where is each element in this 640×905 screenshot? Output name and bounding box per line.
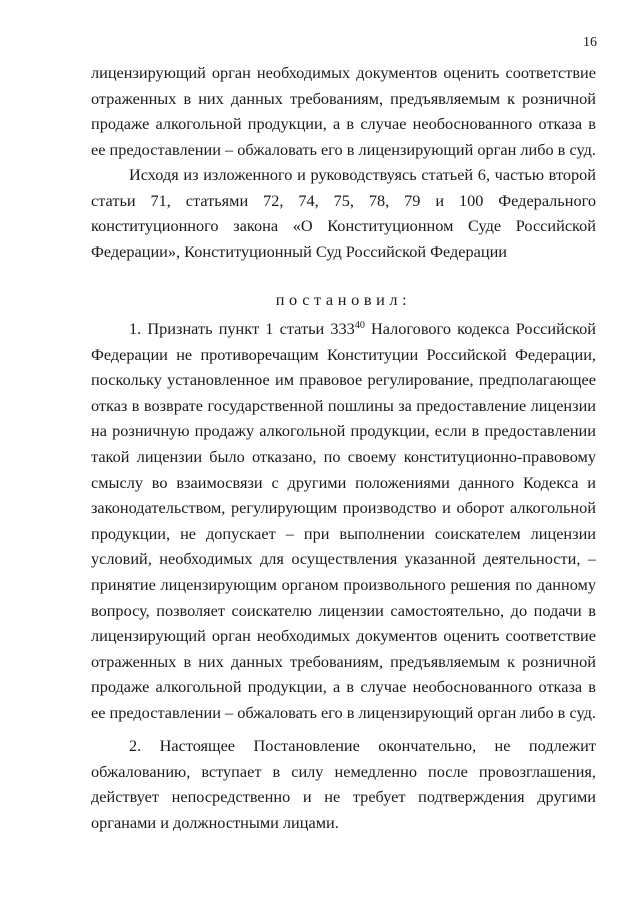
paragraph-text: 2. Настоящее Постановление окончательно, не подлежит обжалованию, вступает в силу немедленно после провозглашения, действует непосредственно и не требует подтверждения другими органами и должностными лицами. [91,736,596,832]
resolution-heading [91,287,596,313]
paragraph-grounds [91,162,596,264]
article-superscript: 40 [354,320,365,331]
paragraph-text-end: Налогового кодекса Российской Федерации не противоречащим Конституции Российской Федерации, поскольку установленное им правовое регулирование, предполагающее отказ в возврате государственной пошлины за предоставление лицензии на розничную продажу алкогольной продукции, если в предоставлении такой лицензии было отказано, по своему конституционно-правовому смыслу во взаимосвязи с другими положениями данного Кодекса и законодательством, регулирующим производство и оборот алкогольной продукции, не допускает – при выполнении соискателем лицензии условий, необходимых для осуществления указанной деятельности, – принятие лицензирующим органом произвольного решения по данному вопросу, позволяет соискателю лицензии самостоятельно, до подачи в лицензирующий орган необходимых документов оценить соответствие отраженных в них данных требованиям, предъявляемым к розничной продаже алкогольной продукции, а в случае необоснованного отказа в ее предоставлении – обжаловать его в лицензирующий орган либо в суд. [91,319,597,722]
paragraph-text: Исходя из изложенного и руководствуясь статьей 6, частью второй статьи 71, статьями 72, 74, 75, 78, 79 и 100 Федерального конституционного закона «О Конституционном Суде Российской Федерации», Конституционный Суд Российской Федерации [91,165,596,261]
paragraph-text: лицензирующий орган необходимых документов оценить соответствие отраженных в них данных требованиям, предъявляемым к розничной продаже алкогольной продукции, а в случае необоснованного отказа в ее предоставлении – обжаловать его в лицензирующий орган либо в суд. [91,63,596,159]
paragraph-continuation [91,60,596,162]
paragraph-text [91,316,596,726]
paragraph-text-start: 1. Признать пункт 1 статьи 333 [129,319,355,338]
page-number: 16 [583,35,597,50]
heading-text: постановил: [275,290,412,309]
paragraph-item-1 [91,316,596,726]
paragraph-item-2 [91,733,596,835]
